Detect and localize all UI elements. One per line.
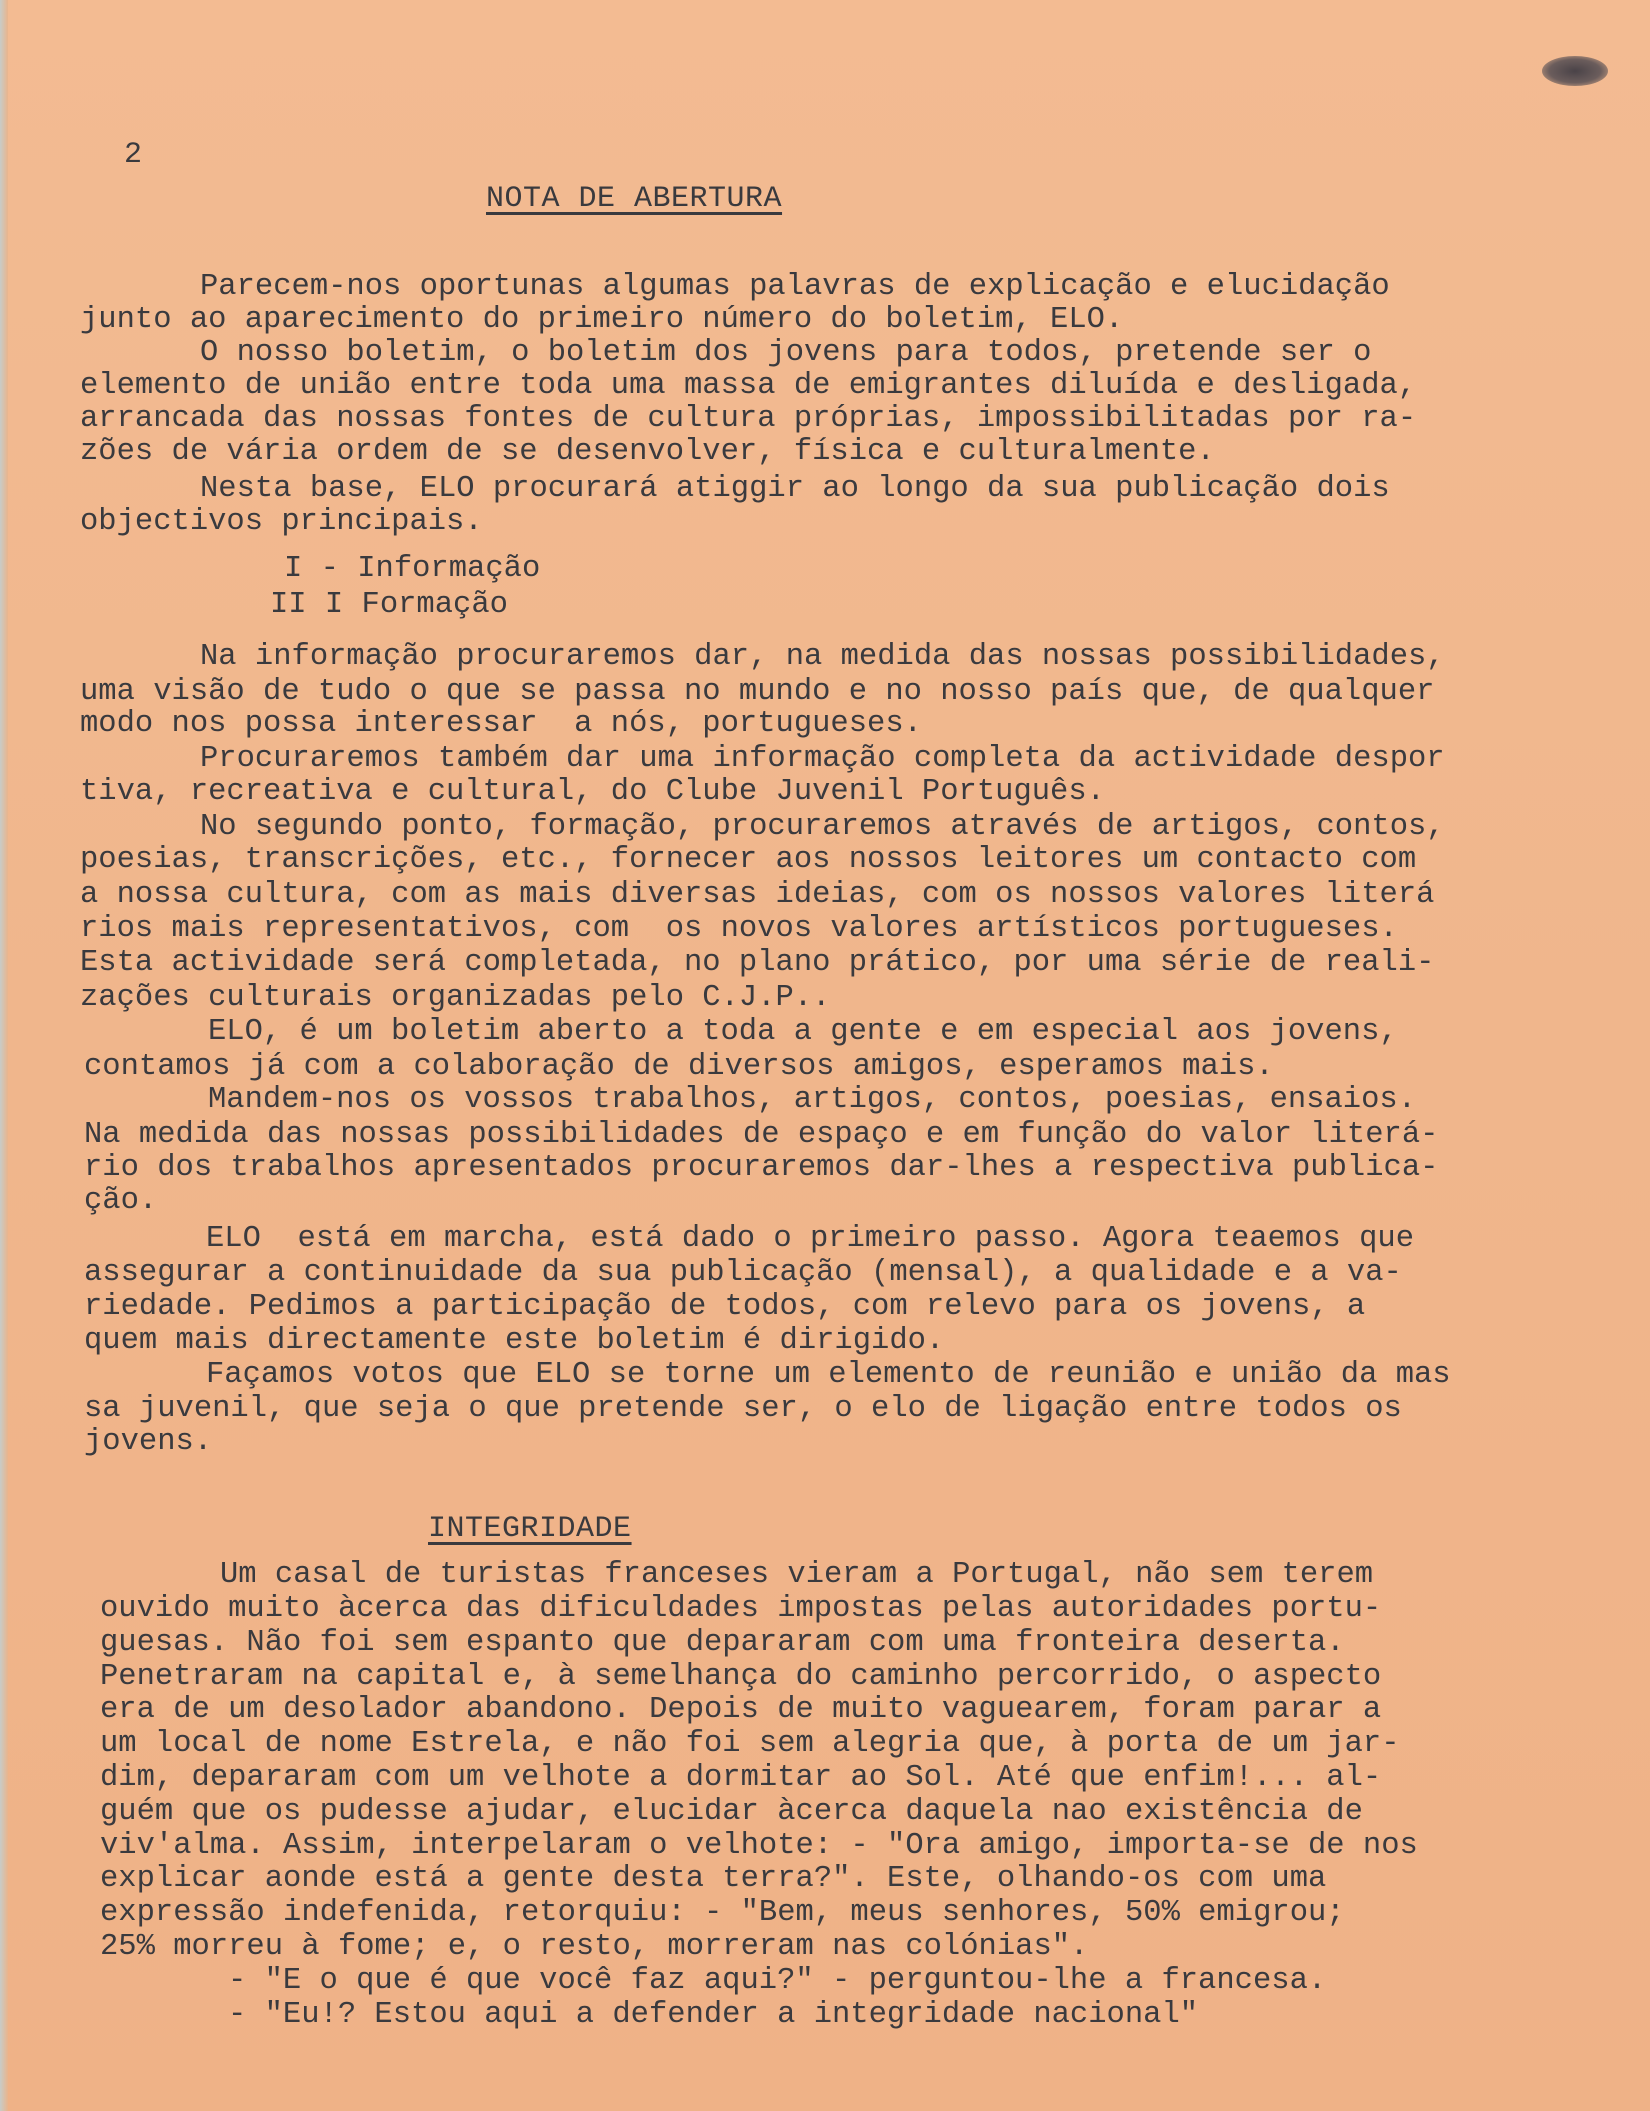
text-line: assegurar a continuidade da sua publicação (mensal), a qualidade e a va-: [84, 1256, 1402, 1290]
text-line: Na medida das nossas possibilidades de espaço e em função do valor literá-: [84, 1118, 1439, 1152]
text-line: ouvido muito àcerca das dificuldades impostas pelas autoridades portu-: [100, 1592, 1382, 1626]
text-line: objectivos principais.: [80, 505, 483, 539]
page-edge: [0, 0, 8, 2111]
text-line: contamos já com a colaboração de diversos amigos, esperamos mais.: [84, 1050, 1274, 1084]
text-line: 25% morreu à fome; e, o resto, morreram nas colónias".: [100, 1930, 1089, 1964]
text-line: arrancada das nossas fontes de cultura próprias, impossibilitadas por ra-: [80, 402, 1417, 436]
text-line: dim, depararam com um velhote a dormitar ao Sol. Até que enfim!... al-: [100, 1761, 1382, 1795]
text-line: Penetraram na capital e, à semelhança do caminho percorrido, o aspecto: [100, 1660, 1382, 1694]
text-line: rios mais representativos, com os novos valores artísticos portugueses.: [80, 912, 1398, 946]
text-line: Nesta base, ELO procurará atiggir ao longo da sua publicação dois: [200, 472, 1390, 506]
text-line: II I Formação: [270, 588, 508, 622]
section-title-nota-de-abertura: NOTA DE ABERTURA: [486, 182, 783, 216]
text-line: Um casal de turistas franceses vieram a Portugal, não sem terem: [220, 1558, 1374, 1592]
text-line: guém que os pudesse ajudar, elucidar àcerca daquela nao existência de: [100, 1795, 1363, 1829]
text-line: - "Eu!? Estou aqui a defender a integridade nacional": [228, 1998, 1199, 2032]
text-line: explicar aonde está a gente desta terra?". Este, olhando-os com uma: [100, 1862, 1327, 1896]
text-line: guesas. Não foi sem espanto que depararam com uma fronteira deserta.: [100, 1626, 1345, 1660]
text-line: modo nos possa interessar a nós, portugueses.: [80, 707, 922, 741]
text-line: um local de nome Estrela, e não foi sem alegria que, à porta de um jar-: [100, 1727, 1400, 1761]
ink-blot: [1542, 56, 1608, 86]
section-title-integridade: INTEGRIDADE: [428, 1512, 632, 1546]
text-line: sa juvenil, que seja o que pretende ser, o elo de ligação entre todos os: [84, 1392, 1402, 1426]
text-line: uma visão de tudo o que se passa no mundo e no nosso país que, de qualquer: [80, 675, 1435, 709]
text-line: elemento de união entre toda uma massa de emigrantes diluída e desligada,: [80, 369, 1417, 403]
text-line: Mandem-nos os vossos trabalhos, artigos, contos, poesias, ensaios.: [208, 1083, 1416, 1117]
text-line: zões de vária ordem de se desenvolver, física e culturalmente.: [80, 435, 1215, 469]
text-line: Parecem-nos oportunas algumas palavras de explicação e elucidação: [200, 270, 1390, 304]
text-line: tiva, recreativa e cultural, do Clube Juvenil Português.: [80, 775, 1105, 809]
text-line: quem mais directamente este boletim é dirigido.: [84, 1324, 945, 1358]
text-line: ção.: [84, 1184, 158, 1218]
text-line: Esta actividade será completada, no plano prático, por uma série de reali-: [80, 946, 1435, 980]
text-line: Procuraremos também dar uma informação completa da actividade despor: [200, 742, 1445, 776]
text-line: O nosso boletim, o boletim dos jovens para todos, pretende ser o: [200, 336, 1372, 370]
text-line: ELO está em marcha, está dado o primeiro passo. Agora teaemos que: [206, 1222, 1414, 1256]
text-line: Na informação procuraremos dar, na medida das nossas possibilidades,: [200, 640, 1445, 674]
text-line: No segundo ponto, formação, procuraremos através de artigos, contos,: [200, 810, 1445, 844]
text-line: ELO, é um boletim aberto a toda a gente e em especial aos jovens,: [208, 1015, 1398, 1049]
text-line: poesias, transcrições, etc., fornecer aos nossos leitores um contacto com: [80, 843, 1417, 877]
text-line: Façamos votos que ELO se torne um elemento de reunião e união da mas: [206, 1358, 1451, 1392]
text-line: a nossa cultura, com as mais diversas ideias, com os nossos valores literá: [80, 878, 1435, 912]
text-line: junto ao aparecimento do primeiro número do boletim, ELO.: [80, 303, 1124, 337]
text-line: era de um desolador abandono. Depois de muito vaguearem, foram parar a: [100, 1693, 1382, 1727]
text-line: rio dos trabalhos apresentados procuraremos dar-lhes a respectiva publica-: [84, 1151, 1439, 1185]
text-line: viv'alma. Assim, interpelaram o velhote: - "Ora amigo, importa-se de nos: [100, 1829, 1418, 1863]
text-line: expressão indefenida, retorquiu: - "Bem, meus senhores, 50% emigrou;: [100, 1896, 1345, 1930]
text-line: riedade. Pedimos a participação de todos, com relevo para os jovens, a: [84, 1290, 1366, 1324]
text-line: zações culturais organizadas pelo C.J.P..: [80, 981, 831, 1015]
text-line: jovens.: [84, 1425, 213, 1459]
page-number: 2: [124, 138, 143, 172]
text-line: - "E o que é que você faz aqui?" - perguntou-lhe a francesa.: [228, 1964, 1327, 1998]
text-line: I - Informação: [284, 552, 541, 586]
